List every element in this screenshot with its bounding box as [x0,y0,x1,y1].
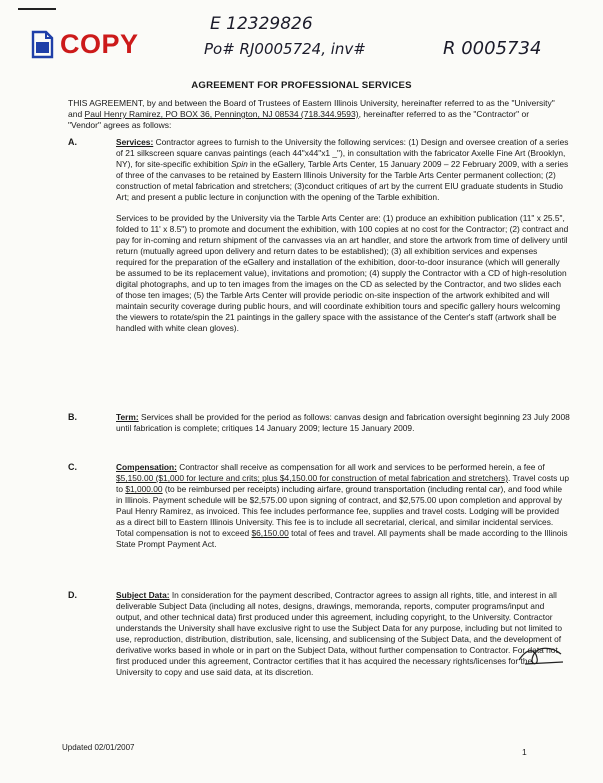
term-paragraph [116,412,570,434]
services-paragraph [116,137,570,203]
signature-initials [515,640,567,672]
section-heading: Compensation: [116,462,177,472]
university-services-paragraph: Services to be provided by the University via the Tarble Arts Center are: (1) produce an exhibition publication (11" x 25.5", folded to 11' x 8.5") to promote and document the exhibition, with 100 copies at no cost for the Contractor; (2) contract and pay for in-coming and return shipment of the canvasses via an art handler, and store the artwork from time of delivery until return (mutually agreed upon delivery and return dates to be established); (3) all exhibition services and expenses required for the preparation of the eGallery and installation of the exhibition, door-to-door insurance (which will generally be assumed to be its replacement value), invitations and promotion; (4) supply the Contractor with a CD of high-resolution digital photographs, and up to ten images from the images on the CD as selected by the Contractor, and two slides each of those ten images; (5) the Tarble Arts Center will provide periodic on-site inspection of the artwork exhibited and will maintain security coverage during public hours, and will coordinate exhibition tours and specific gallery hours welcoming the viewers to rotate/spin the 21 paintings in the gallery space with the assistance of the Center's staff (artwork shall be handled with white clean gloves). [116,213,569,333]
travel-amount: $1,000.00 [125,484,163,494]
exhibition-title: Spin [230,159,248,169]
total-amount: $6,150.00 [251,528,289,538]
page-number: 1 [522,747,527,757]
section-d [68,590,570,688]
intro-text-1: THIS AGREEMENT, by and between the Board of Trustees of Eastern Illinois University, hereinafter referred to as the "University" and [68,98,555,119]
services-text-cont: in the eGallery, Tarble Arts Center, 15 January 2009 – 22 February 2009, with a series of three of the canvases to be retained by Eastern Illinois University for the Tarble Arts Center permanent collection; (2) construction of metal fabrication and stretchers; (3)conduct critiques of art by the current EIU graduate students in Studio Art; and present a public lecture in conjunction with the opening of the Tarble exhibition. [116,159,569,202]
compensation-text: Contractor shall receive as compensation for all work and services to be performed herein, a fee of [176,462,545,472]
section-heading: Services: [116,137,154,147]
contractor-info: Paul Henry Ramirez, PO BOX 36, Pennington, NJ 08534 (718.344.9593) [84,109,359,119]
section-letter: B. [68,412,77,422]
intro-text-2: , hereinafter referred to as the "Contractor" or "Vendor" agrees as follows: [68,109,530,130]
compensation-text: . Travel costs up to [116,473,569,494]
fee-amount: $5,150.00 ($1,000 for lecture and crits; plus $4,150.00 for construction of metal fabrication and stretchers) [116,473,508,483]
document-icon [30,28,56,60]
copy-stamp [30,28,139,60]
section-heading: Subject Data: [116,590,170,600]
handwritten-po-number: Po# RJ0005724, inv# [204,40,366,58]
term-text: Services shall be provided for the period as follows: canvas design and fabrication oversight beginning 23 July 2008 until fabrication is complete; critiques 14 January 2009; lecture 15 January 2009. [116,412,570,433]
section-heading: Term: [116,412,139,422]
section-a [68,137,570,344]
updated-date: Updated 02/01/2007 [62,743,135,752]
services-text: Contractor agrees to furnish to the University the following services: (1) Design and oversee creation of a series of 21 silkscreen square canvas paintings (each 44"x44"x1 _"), in consultation with the fabricator Axelle Fine Art (Brooklyn, NY), for site-specific exhibition [116,137,569,169]
compensation-text: total of fees and travel. All payments shall be made according to the Illinois State Prompt Payment Act. [116,528,568,549]
section-letter: A. [68,137,77,147]
section-b [68,412,570,444]
handwritten-r-number: R 0005734 [443,38,542,59]
section-letter: D. [68,590,77,600]
subject-data-text: In consideration for the payment described, Contractor agrees to assign all rights, title, and interest in all deliverable Subject Data (including all notes, designs, drawings, memoranda, reports, computer programs/input and output, and other technical data) first produced under this agreement, including copyright, to the University. Contractor understands the University shall have exclusive right to use the Subject Data for any purpose, including but not limited to use, reproduction, distribution, distribution, sale, licensing, and sublicensing of the Subject Data, and the development of derivative works based in whole or in part on the Subject Data, without further compensation to Contractor. For data not first produced under this agreement, Contractor certifies that it has acquired the necessary rights/licenses for the University to copy and use said data, at its discretion. [116,590,562,677]
compensation-text: (to be reimbursed per receipts) including airfare, ground transportation (including rental car), and food while in Illinois. Payment schedule will be $2,575.00 upon signing of contract, and $2,575.00 upon completion and approval by Paul Henry Ramirez, as invoiced. This fee includes performance fee, supplies and travel costs. Lodging will be provided as a direct bill to Eastern Illinois University. This fee is to include all secretarial, clerical, and similar incidental services. Total compensation is not to exceed [116,484,563,538]
section-letter: C. [68,462,77,472]
copy-label: COPY [60,28,139,59]
document-title: AGREEMENT FOR PROFESSIONAL SERVICES [191,80,412,91]
intro-paragraph [68,98,563,131]
corner-mark [18,8,56,10]
section-c [68,462,570,560]
handwritten-e-number: E 12329826 [210,14,313,34]
subject-data-paragraph [116,590,570,678]
compensation-paragraph [116,462,570,550]
